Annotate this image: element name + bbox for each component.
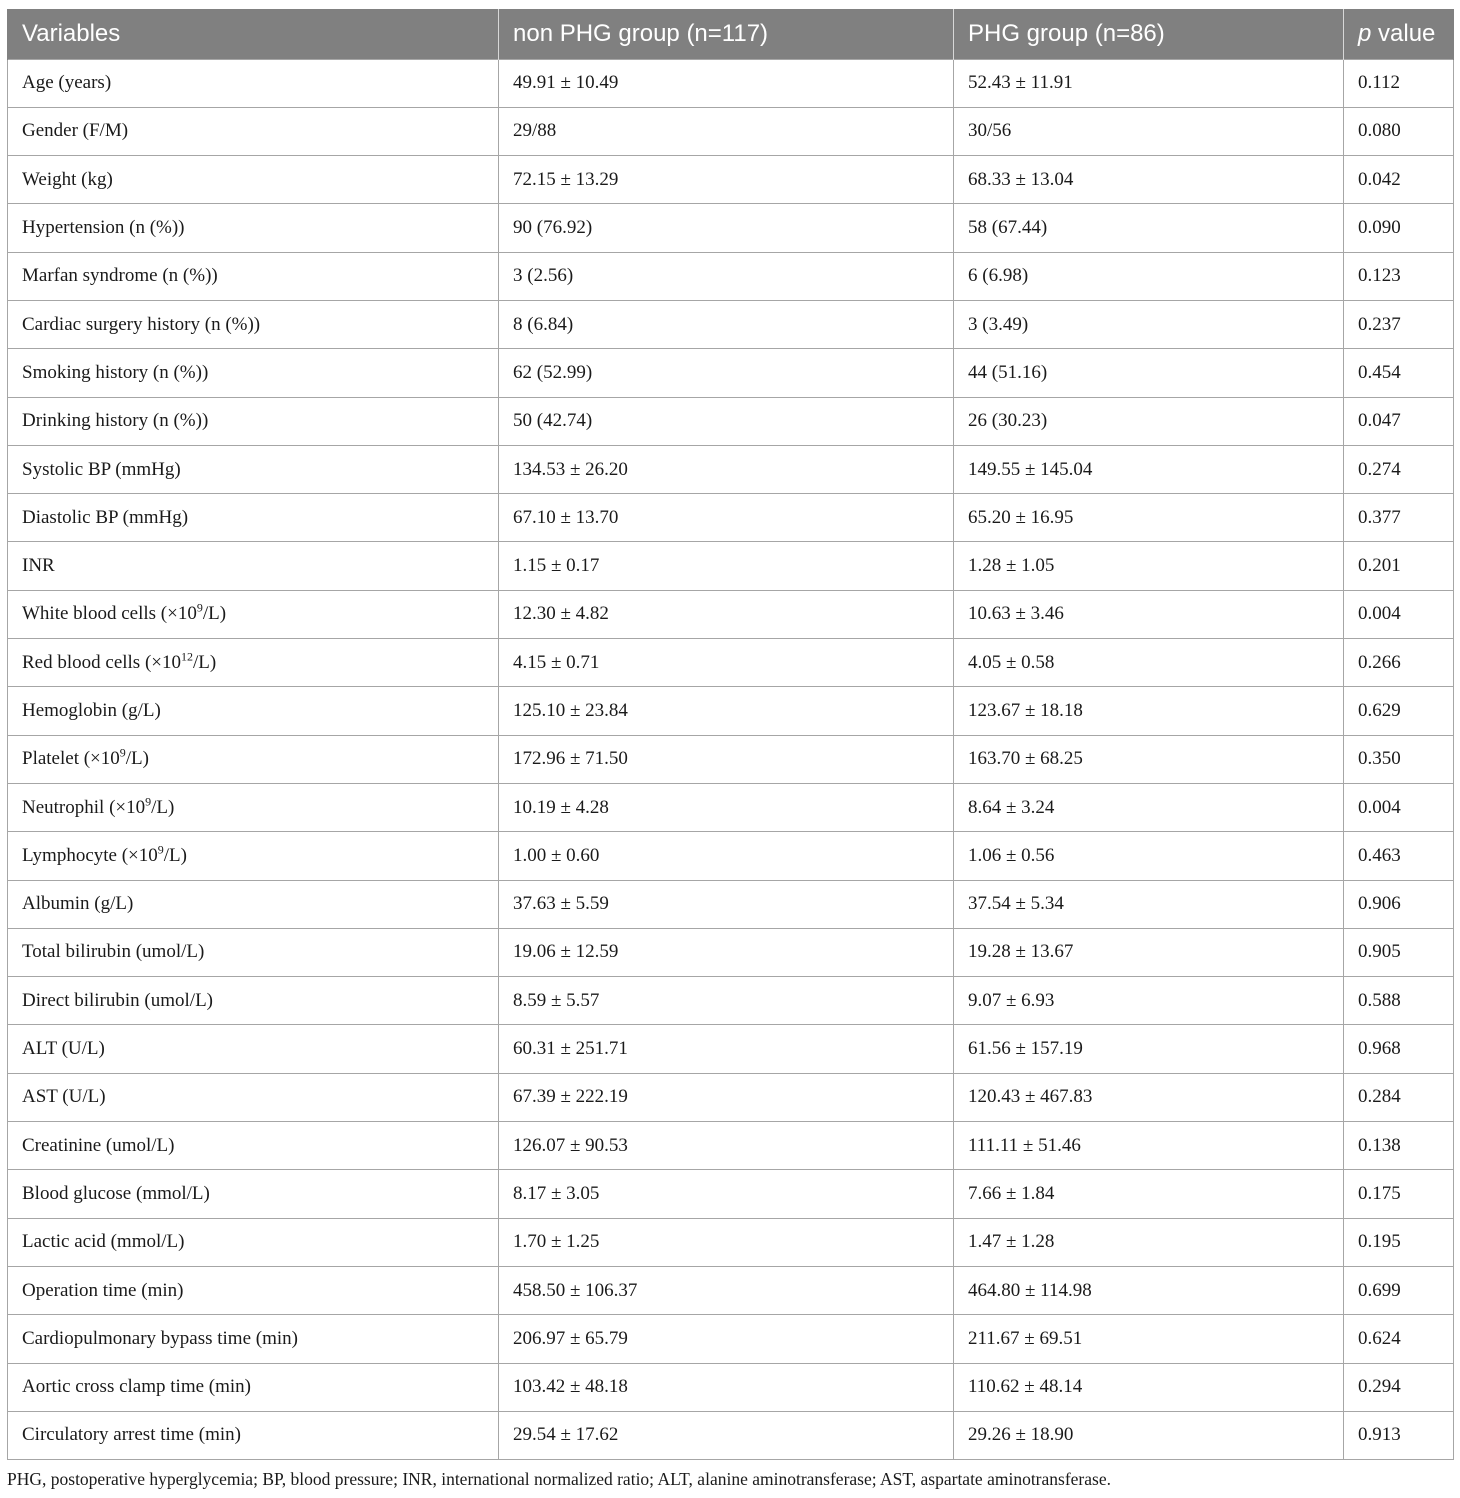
variable-label: Circulatory arrest time (min): [8, 1411, 499, 1459]
p-value: 0.201: [1344, 542, 1454, 590]
p-value: 0.274: [1344, 445, 1454, 493]
phg-value: 163.70 ± 68.25: [954, 735, 1344, 783]
p-value: 0.266: [1344, 639, 1454, 687]
non-phg-value: 134.53 ± 26.20: [499, 445, 954, 493]
variable-label-text: Neutrophil (×10: [22, 796, 146, 818]
p-value: 0.138: [1344, 1122, 1454, 1170]
header-variables: Variables: [8, 9, 499, 59]
non-phg-value: 37.63 ± 5.59: [499, 880, 954, 928]
table-row: [8, 397, 1454, 445]
table-row: [8, 1315, 1454, 1363]
phg-value: 111.11 ± 51.46: [954, 1122, 1344, 1170]
phg-value: 9.07 ± 6.93: [954, 977, 1344, 1025]
table-row: [8, 156, 1454, 204]
table-row: [8, 977, 1454, 1025]
variable-label-exponent: 12: [181, 649, 193, 664]
phg-value: 4.05 ± 0.58: [954, 639, 1344, 687]
phg-value: 29.26 ± 18.90: [954, 1411, 1344, 1459]
variable-label-unit: /L): [193, 651, 217, 673]
p-value: 0.454: [1344, 349, 1454, 397]
p-value: 0.237: [1344, 300, 1454, 348]
non-phg-value: 8.17 ± 3.05: [499, 1170, 954, 1218]
table-row: [8, 349, 1454, 397]
phg-value: 1.06 ± 0.56: [954, 832, 1344, 880]
phg-value: 52.43 ± 11.91: [954, 59, 1344, 107]
header-phg-group: PHG group (n=86): [954, 9, 1344, 59]
phg-value: 30/56: [954, 107, 1344, 155]
non-phg-value: 1.00 ± 0.60: [499, 832, 954, 880]
phg-value: 65.20 ± 16.95: [954, 494, 1344, 542]
table-row: [8, 590, 1454, 638]
non-phg-value: 72.15 ± 13.29: [499, 156, 954, 204]
variable-label: ALT (U/L): [8, 1025, 499, 1073]
table-body: [8, 59, 1454, 1460]
non-phg-value: 458.50 ± 106.37: [499, 1266, 954, 1314]
variable-label-text: Red blood cells (×10: [22, 651, 181, 673]
phg-value: 1.47 ± 1.28: [954, 1218, 1344, 1266]
variable-label: Hemoglobin (g/L): [8, 687, 499, 735]
non-phg-value: 8 (6.84): [499, 300, 954, 348]
phg-value: 61.56 ± 157.19: [954, 1025, 1344, 1073]
non-phg-value: 172.96 ± 71.50: [499, 735, 954, 783]
table-header: [8, 9, 1454, 59]
table-row: [8, 1411, 1454, 1459]
non-phg-value: 125.10 ± 23.84: [499, 687, 954, 735]
non-phg-value: 29.54 ± 17.62: [499, 1411, 954, 1459]
phg-value: 68.33 ± 13.04: [954, 156, 1344, 204]
variable-label-exponent: 9: [145, 794, 152, 809]
table-row: [8, 300, 1454, 348]
table-row: [8, 928, 1454, 976]
phg-value: 19.28 ± 13.67: [954, 928, 1344, 976]
table-row: [8, 1025, 1454, 1073]
variable-label-text: Platelet (×10: [22, 748, 120, 770]
table-row: [8, 639, 1454, 687]
variable-label: [8, 639, 499, 687]
p-value: 0.080: [1344, 107, 1454, 155]
p-value: 0.350: [1344, 735, 1454, 783]
non-phg-value: 1.70 ± 1.25: [499, 1218, 954, 1266]
table-row: [8, 1170, 1454, 1218]
variable-label-text: White blood cells (×10: [22, 603, 197, 625]
variable-label: Albumin (g/L): [8, 880, 499, 928]
variable-label-unit: /L): [125, 748, 149, 770]
p-value: 0.377: [1344, 494, 1454, 542]
variable-label: Weight (kg): [8, 156, 499, 204]
variable-label: [8, 832, 499, 880]
non-phg-value: 103.42 ± 48.18: [499, 1363, 954, 1411]
table-row: [8, 1266, 1454, 1314]
phg-value: 110.62 ± 48.14: [954, 1363, 1344, 1411]
phg-value: 3 (3.49): [954, 300, 1344, 348]
variable-label: Blood glucose (mmol/L): [8, 1170, 499, 1218]
p-value: 0.195: [1344, 1218, 1454, 1266]
non-phg-value: 3 (2.56): [499, 252, 954, 300]
table-row: [8, 1363, 1454, 1411]
p-value: 0.175: [1344, 1170, 1454, 1218]
p-value: 0.968: [1344, 1025, 1454, 1073]
non-phg-value: 8.59 ± 5.57: [499, 977, 954, 1025]
phg-value: 10.63 ± 3.46: [954, 590, 1344, 638]
variable-label: Systolic BP (mmHg): [8, 445, 499, 493]
variable-label: INR: [8, 542, 499, 590]
variable-label: Direct bilirubin (umol/L): [8, 977, 499, 1025]
non-phg-value: 206.97 ± 65.79: [499, 1315, 954, 1363]
phg-value: 149.55 ± 145.04: [954, 445, 1344, 493]
non-phg-value: 90 (76.92): [499, 204, 954, 252]
phg-value: 26 (30.23): [954, 397, 1344, 445]
non-phg-value: 126.07 ± 90.53: [499, 1122, 954, 1170]
variable-label: [8, 590, 499, 638]
non-phg-value: 50 (42.74): [499, 397, 954, 445]
p-value: 0.699: [1344, 1266, 1454, 1314]
p-value: 0.588: [1344, 977, 1454, 1025]
p-value: 0.905: [1344, 928, 1454, 976]
non-phg-value: 10.19 ± 4.28: [499, 783, 954, 831]
header-row: [8, 9, 1454, 59]
variable-label: Operation time (min): [8, 1266, 499, 1314]
non-phg-value: 60.31 ± 251.71: [499, 1025, 954, 1073]
variable-label: Cardiopulmonary bypass time (min): [8, 1315, 499, 1363]
variable-label: Lactic acid (mmol/L): [8, 1218, 499, 1266]
table-row: [8, 735, 1454, 783]
table-row: [8, 1122, 1454, 1170]
variable-label-unit: /L): [202, 603, 227, 625]
p-value: 0.112: [1344, 59, 1454, 107]
variable-label: Total bilirubin (umol/L): [8, 928, 499, 976]
table-row: [8, 542, 1454, 590]
table-row: [8, 59, 1454, 107]
non-phg-value: 62 (52.99): [499, 349, 954, 397]
p-value: 0.463: [1344, 832, 1454, 880]
variable-label: Aortic cross clamp time (min): [8, 1363, 499, 1411]
non-phg-value: 4.15 ± 0.71: [499, 639, 954, 687]
phg-value: 37.54 ± 5.34: [954, 880, 1344, 928]
table-row: [8, 832, 1454, 880]
p-value: 0.123: [1344, 252, 1454, 300]
p-value: 0.284: [1344, 1073, 1454, 1121]
p-value: 0.042: [1344, 156, 1454, 204]
variable-label: Cardiac surgery history (n (%)): [8, 300, 499, 348]
header-p-value: [1344, 9, 1454, 59]
phg-value: 1.28 ± 1.05: [954, 542, 1344, 590]
header-non-phg-group: non PHG group (n=117): [499, 9, 954, 59]
variable-label: Marfan syndrome (n (%)): [8, 252, 499, 300]
baseline-characteristics-table: [7, 9, 1454, 1460]
non-phg-value: 29/88: [499, 107, 954, 155]
p-value: 0.090: [1344, 204, 1454, 252]
table-row: [8, 687, 1454, 735]
variable-label-text: Lymphocyte (×10: [22, 844, 158, 866]
p-value: 0.047: [1344, 397, 1454, 445]
phg-value: 120.43 ± 467.83: [954, 1073, 1344, 1121]
non-phg-value: 67.39 ± 222.19: [499, 1073, 954, 1121]
phg-value: 123.67 ± 18.18: [954, 687, 1344, 735]
non-phg-value: 49.91 ± 10.49: [499, 59, 954, 107]
phg-value: 6 (6.98): [954, 252, 1344, 300]
phg-value: 7.66 ± 1.84: [954, 1170, 1344, 1218]
phg-value: 211.67 ± 69.51: [954, 1315, 1344, 1363]
non-phg-value: 67.10 ± 13.70: [499, 494, 954, 542]
non-phg-value: 12.30 ± 4.82: [499, 590, 954, 638]
table-row: [8, 107, 1454, 155]
variable-label: Age (years): [8, 59, 499, 107]
table-row: [8, 252, 1454, 300]
p-value: 0.913: [1344, 1411, 1454, 1459]
variable-label-unit: /L): [163, 844, 187, 866]
variable-label-exponent: 9: [196, 601, 203, 616]
variable-label-exponent: 9: [157, 842, 164, 857]
variable-label: Smoking history (n (%)): [8, 349, 499, 397]
variable-label: [8, 735, 499, 783]
p-value: 0.629: [1344, 687, 1454, 735]
non-phg-value: 19.06 ± 12.59: [499, 928, 954, 976]
table-row: [8, 494, 1454, 542]
p-value: 0.004: [1344, 783, 1454, 831]
variable-label: Diastolic BP (mmHg): [8, 494, 499, 542]
p-value: 0.004: [1344, 590, 1454, 638]
phg-value: 58 (67.44): [954, 204, 1344, 252]
p-value: 0.294: [1344, 1363, 1454, 1411]
p-value: 0.624: [1344, 1315, 1454, 1363]
phg-value: 8.64 ± 3.24: [954, 783, 1344, 831]
table-row: [8, 880, 1454, 928]
table-row: [8, 1218, 1454, 1266]
variable-label-unit: /L): [151, 796, 175, 818]
table-row: [8, 204, 1454, 252]
variable-label: [8, 783, 499, 831]
variable-label-exponent: 9: [119, 745, 126, 760]
header-p-rest: value: [1371, 19, 1436, 47]
p-value: 0.906: [1344, 880, 1454, 928]
phg-value: 464.80 ± 114.98: [954, 1266, 1344, 1314]
variable-label: AST (U/L): [8, 1073, 499, 1121]
variable-label: Drinking history (n (%)): [8, 397, 499, 445]
non-phg-value: 1.15 ± 0.17: [499, 542, 954, 590]
table-row: [8, 783, 1454, 831]
table-row: [8, 445, 1454, 493]
variable-label: Gender (F/M): [8, 107, 499, 155]
table-footnote: PHG, postoperative hyperglycemia; BP, blood pressure; INR, international normalized ratio; ALT, alanine aminotransferase; AST, aspartate aminotransferase.: [7, 1469, 1111, 1489]
table-row: [8, 1073, 1454, 1121]
data-table-container: [7, 9, 1453, 1460]
variable-label: Hypertension (n (%)): [8, 204, 499, 252]
variable-label: Creatinine (umol/L): [8, 1122, 499, 1170]
header-p-italic: p: [1358, 19, 1372, 47]
phg-value: 44 (51.16): [954, 349, 1344, 397]
